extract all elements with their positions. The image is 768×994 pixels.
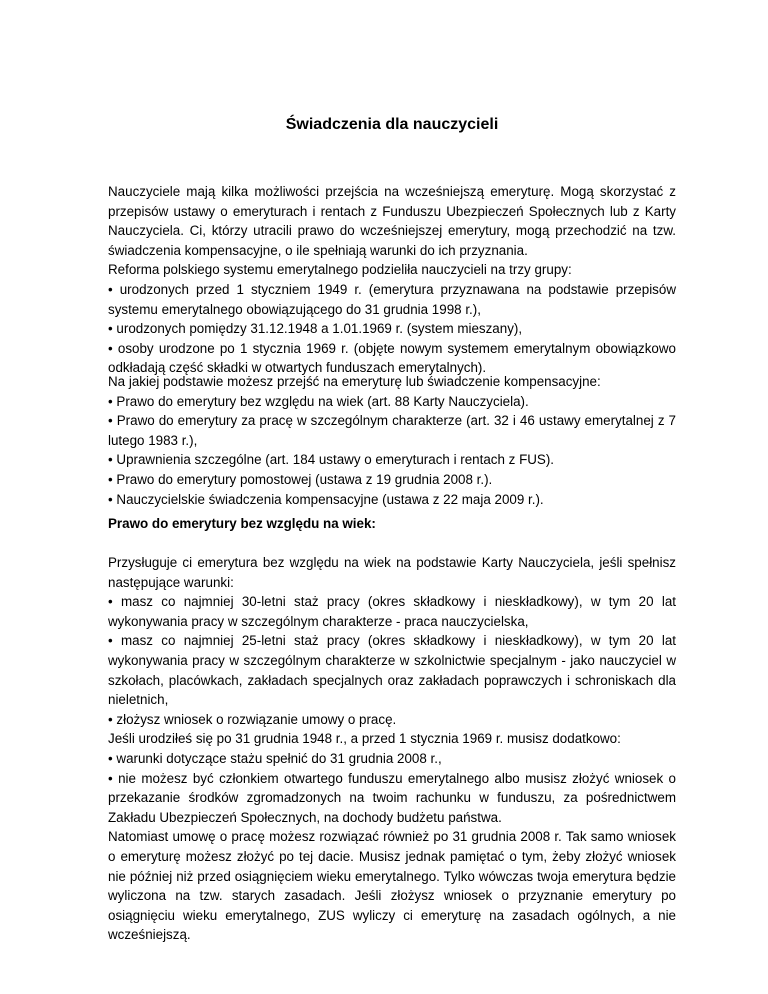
conditions-list-item: • masz co najmniej 25-letni staż pracy (okres składkowy i nieskładkowy), w tym 20 lat wykonywania pracy w szczególnym charakterze w szkolnictwie specjalnym - jako nauczyciel w szkołach, placówkach, zakładach specjalnych oraz zakładach poprawczych i schroniskach dla nieletnich, [108, 633, 676, 708]
section-heading: Prawo do emerytury bez względu na wiek: [108, 516, 376, 531]
intro-list-item: • osoby urodzone po 1 stycznia 1969 r. (objęte nowym systemem emerytalnym obowiązkowo odkładają część składki w otwartych funduszach emerytalnych). [108, 340, 676, 376]
conditions-lead: Przysługuje ci emerytura bez względu na wiek na podstawie Karty Nauczyciela, jeśli spełnisz następujące warunki: [108, 555, 676, 590]
bases-lead: Na jakiej podstawie możesz przejść na emeryturę lub świadczenie kompensacyjne: [108, 374, 601, 389]
conditions-paragraph: Natomiast umowę o pracę możesz rozwiązać również po 31 grudnia 2008 r. Tak samo wniosek o emeryturę możesz złożyć po tej dacie. Musisz jednak pamiętać o tym, żeby złożyć wniosek nie później niż przed osiągnięciem wieku emerytalnego. Tylko wówczas twoja emerytura będzie wyliczona na tzw. starych zasadach. Jeśli złożysz wniosek o przyznanie emerytury po osiągnięciu wieku emerytalnego, ZUS wyliczy ci emeryturę na zasadach ogólnych, a nie wcześniejszą. [108, 829, 676, 943]
conditions-list-item: • warunki dotyczące stażu spełnić do 31 grudnia 2008 r., [108, 750, 442, 766]
conditions-list-item: • złożysz wniosek o rozwiązanie umowy o pracę. [108, 711, 397, 727]
section-heading-block [108, 514, 676, 534]
intro-paragraph: Nauczyciele mają kilka możliwości przejścia na wcześniejszą emeryturę. Mogą skorzystać z przepisów ustawy o emeryturach i rentach z Funduszu Ubezpieczeń Społecznych lub z Karty Nauczyciela. Ci, którzy utracili prawo do wcześniejszej emerytury, mogą przechodzić na tzw. świadczenia kompensacyjne, o ile spełniają warunki do ich przyznania. [108, 184, 676, 258]
document-title: Świadczenia dla nauczycieli [285, 116, 499, 133]
intro-list-item: • urodzonych pomiędzy 31.12.1948 a 1.01.1969 r. (system mieszany), [108, 321, 523, 337]
intro-section [108, 182, 676, 378]
conditions-list-item: • nie możesz być członkiem otwartego funduszu emerytalnego albo musisz złożyć wniosek o przekazanie środków zgromadzonych na twoim rachunku w funduszu, za pośrednictwem Zakładu Ubezpieczeń Społecznych, na dochody budżetu państwa. [108, 770, 676, 825]
bases-list-item: • Nauczycielskie świadczenia kompensacyjne (ustawa z 22 maja 2009 r.). [108, 491, 544, 507]
bases-list-item: • Prawo do emerytury za pracę w szczególnym charakterze (art. 32 i 46 ustawy emerytalnej z 7 lutego 1983 r.), [108, 413, 676, 448]
bases-list-item: • Uprawnienia szczególne (art. 184 ustawy o emeryturach i rentach z FUS). [108, 452, 555, 468]
intro-paragraph: Reforma polskiego systemu emerytalnego podzieliła nauczycieli na trzy grupy: [108, 262, 572, 278]
conditions-paragraph: Jeśli urodziłeś się po 31 grudnia 1948 r., a przed 1 stycznia 1969 r. musisz dodatkowo: [108, 731, 621, 747]
conditions-section [108, 553, 676, 945]
intro-list-item: • urodzonych przed 1 styczniem 1949 r. (emerytura przyznawana na podstawie przepisów systemu emerytalnego obowiązującego do 31 grudnia 1998 r.), [108, 281, 676, 317]
bases-list-item: • Prawo do emerytury bez względu na wiek (art. 88 Karty Nauczyciela). [108, 393, 529, 409]
conditions-list-item: • masz co najmniej 30-letni staż pracy (okres składkowy i nieskładkowy), w tym 20 lat wykonywania pracy w szczególnym charakterze - praca nauczycielska, [108, 594, 676, 629]
bases-section [108, 372, 676, 509]
bases-list-item: • Prawo do emerytury pomostowej (ustawa z 19 grudnia 2008 r.). [108, 471, 493, 487]
